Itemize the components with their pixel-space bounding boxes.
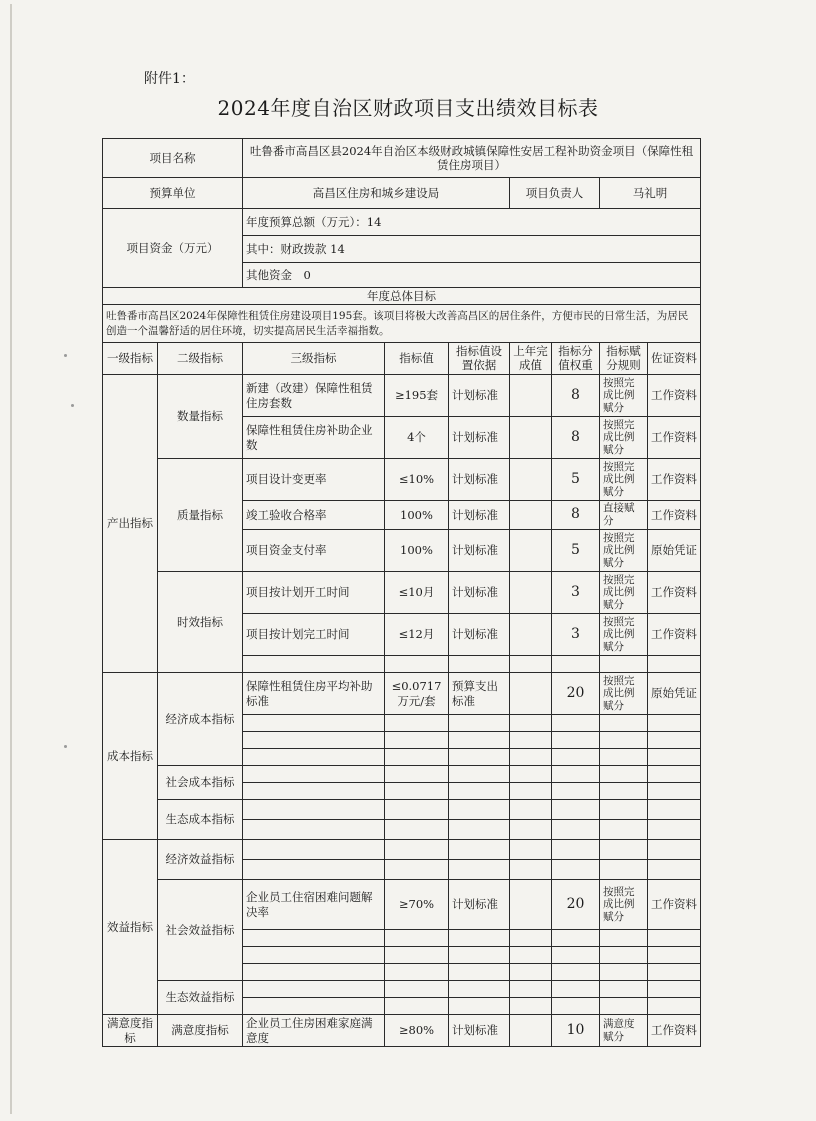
subgroup-quality: 质量指标 <box>158 459 243 572</box>
indicator-value: ≤10% <box>385 459 449 501</box>
indicator-rule: 直接赋分 <box>600 501 648 530</box>
empty-cell <box>510 981 552 998</box>
empty-cell <box>600 930 648 947</box>
empty-cell <box>243 656 385 673</box>
empty-cell <box>552 656 600 673</box>
empty-cell <box>243 783 385 800</box>
indicator-weight: 3 <box>552 572 600 614</box>
indicator-name: 企业员工住宿困难问题解决率 <box>243 880 385 930</box>
indicator-value: 100% <box>385 530 449 572</box>
empty-cell <box>243 800 385 820</box>
project-funds-label: 项目资金（万元） <box>103 209 243 288</box>
empty-cell <box>449 800 510 820</box>
project-leader-value: 马礼明 <box>600 178 701 209</box>
empty-cell <box>552 860 600 880</box>
empty-cell <box>243 766 385 783</box>
empty-cell <box>552 840 600 860</box>
empty-cell <box>385 766 449 783</box>
indicator-rule: 按照完成比例赋分 <box>600 530 648 572</box>
empty-cell <box>552 930 600 947</box>
group-cost: 成本指标 <box>103 673 158 840</box>
indicator-prev <box>510 530 552 572</box>
subgroup-social-benefit: 社会效益指标 <box>158 880 243 981</box>
performance-target-table <box>102 138 701 1047</box>
indicator-weight: 8 <box>552 417 600 459</box>
indicator-name: 项目资金支付率 <box>243 530 385 572</box>
empty-cell <box>243 947 385 964</box>
annual-goal-text: 吐鲁番市高昌区2024年保障性租赁住房建设项目195套。该项目将极大改善高昌区的居住条件，方便市民的日常生活，为居民创造一个温馨舒适的居住环境，切实提高居民生活幸福指数。 <box>103 305 701 343</box>
indicator-evidence: 原始凭证 <box>648 673 701 715</box>
empty-cell <box>385 964 449 981</box>
empty-cell <box>600 860 648 880</box>
project-name-value: 吐鲁番市高昌区县2024年自治区本级财政城镇保障性安居工程补助资金项目（保障性租赁住房项目） <box>243 139 701 178</box>
indicator-prev <box>510 501 552 530</box>
empty-cell <box>449 783 510 800</box>
indicator-prev <box>510 614 552 656</box>
empty-cell <box>552 749 600 766</box>
empty-cell <box>552 766 600 783</box>
empty-cell <box>600 749 648 766</box>
indicator-basis: 计划标准 <box>449 1015 510 1047</box>
indicator-basis: 计划标准 <box>449 417 510 459</box>
empty-cell <box>648 732 701 749</box>
indicator-name: 保障性租赁住房平均补助标准 <box>243 673 385 715</box>
subgroup-econ-benefit: 经济效益指标 <box>158 840 243 880</box>
indicator-value: ≥70% <box>385 880 449 930</box>
empty-cell <box>385 947 449 964</box>
empty-cell <box>510 732 552 749</box>
indicator-rule: 按照完成比例赋分 <box>600 572 648 614</box>
indicator-rule: 按照完成比例赋分 <box>600 375 648 417</box>
empty-cell <box>243 749 385 766</box>
indicator-basis: 计划标准 <box>449 375 510 417</box>
empty-cell <box>600 656 648 673</box>
indicator-evidence: 工作资料 <box>648 375 701 417</box>
empty-cell <box>449 947 510 964</box>
budget-unit-value: 高昌区住房和城乡建设局 <box>243 178 510 209</box>
indicator-evidence: 工作资料 <box>648 501 701 530</box>
empty-cell <box>385 998 449 1015</box>
empty-cell <box>510 964 552 981</box>
indicator-prev <box>510 459 552 501</box>
empty-cell <box>648 930 701 947</box>
empty-cell <box>449 860 510 880</box>
column-header: 指标值设置依据 <box>449 343 510 375</box>
subgroup-satisfaction: 满意度指标 <box>158 1015 243 1047</box>
subgroup-quantity: 数量指标 <box>158 375 243 459</box>
group-output: 产出指标 <box>103 375 158 673</box>
empty-cell <box>648 783 701 800</box>
empty-cell <box>510 947 552 964</box>
empty-cell <box>552 732 600 749</box>
empty-cell <box>600 800 648 820</box>
indicator-weight: 10 <box>552 1015 600 1047</box>
empty-cell <box>243 732 385 749</box>
indicator-name: 项目设计变更率 <box>243 459 385 501</box>
empty-cell <box>385 656 449 673</box>
empty-cell <box>449 820 510 840</box>
scan-speck <box>64 745 67 748</box>
indicator-evidence: 工作资料 <box>648 614 701 656</box>
empty-cell <box>449 930 510 947</box>
empty-cell <box>449 715 510 732</box>
funds-fiscal: 其中：财政拨款 14 <box>243 236 701 263</box>
indicator-basis: 计划标准 <box>449 459 510 501</box>
indicator-basis: 计划标准 <box>449 530 510 572</box>
scan-speck <box>71 404 74 407</box>
empty-cell <box>600 964 648 981</box>
subgroup-social-cost: 社会成本指标 <box>158 766 243 800</box>
indicator-weight: 5 <box>552 459 600 501</box>
empty-cell <box>648 981 701 998</box>
annex-label: 附件1： <box>144 71 195 87</box>
empty-cell <box>552 715 600 732</box>
indicator-name: 项目按计划完工时间 <box>243 614 385 656</box>
indicator-rule: 满意度赋分 <box>600 1015 648 1047</box>
indicator-rule: 按照完成比例赋分 <box>600 459 648 501</box>
subgroup-eco-benefit: 生态效益指标 <box>158 981 243 1015</box>
indicator-rule: 按照完成比例赋分 <box>600 417 648 459</box>
indicator-basis: 计划标准 <box>449 880 510 930</box>
indicator-prev <box>510 375 552 417</box>
empty-cell <box>552 800 600 820</box>
indicator-name: 新建（改建）保障性租赁住房套数 <box>243 375 385 417</box>
scan-speck <box>64 354 67 357</box>
empty-cell <box>510 656 552 673</box>
indicator-prev <box>510 572 552 614</box>
empty-cell <box>243 998 385 1015</box>
subgroup-eco-cost: 生态成本指标 <box>158 800 243 840</box>
indicator-prev <box>510 880 552 930</box>
empty-cell <box>385 715 449 732</box>
empty-cell <box>510 840 552 860</box>
indicator-rule: 按照完成比例赋分 <box>600 673 648 715</box>
empty-cell <box>385 981 449 998</box>
indicator-value: ≤12月 <box>385 614 449 656</box>
empty-cell <box>385 783 449 800</box>
empty-cell <box>449 749 510 766</box>
indicator-evidence: 工作资料 <box>648 880 701 930</box>
indicator-prev <box>510 673 552 715</box>
empty-cell <box>510 749 552 766</box>
empty-cell <box>552 998 600 1015</box>
indicator-evidence: 工作资料 <box>648 459 701 501</box>
empty-cell <box>648 860 701 880</box>
indicator-name: 项目按计划开工时间 <box>243 572 385 614</box>
indicator-value: 4个 <box>385 417 449 459</box>
empty-cell <box>648 800 701 820</box>
empty-cell <box>385 930 449 947</box>
indicator-evidence: 工作资料 <box>648 572 701 614</box>
column-header: 指标值 <box>385 343 449 375</box>
empty-cell <box>243 860 385 880</box>
empty-cell <box>552 947 600 964</box>
empty-cell <box>510 930 552 947</box>
indicator-value: ≥195套 <box>385 375 449 417</box>
empty-cell <box>600 820 648 840</box>
empty-cell <box>552 964 600 981</box>
empty-cell <box>600 766 648 783</box>
empty-cell <box>648 656 701 673</box>
funds-total: 年度预算总额（万元）：14 <box>243 209 701 236</box>
empty-cell <box>600 715 648 732</box>
indicator-basis: 计划标准 <box>449 501 510 530</box>
indicator-weight: 8 <box>552 375 600 417</box>
column-header: 指标赋分规则 <box>600 343 648 375</box>
indicator-name: 保障性租赁住房补助企业数 <box>243 417 385 459</box>
empty-cell <box>648 840 701 860</box>
empty-cell <box>510 800 552 820</box>
indicator-prev <box>510 1015 552 1047</box>
indicator-basis: 预算支出标准 <box>449 673 510 715</box>
empty-cell <box>510 860 552 880</box>
indicator-evidence: 工作资料 <box>648 1015 701 1047</box>
indicator-weight: 8 <box>552 501 600 530</box>
project-leader-label: 项目负责人 <box>510 178 600 209</box>
empty-cell <box>449 656 510 673</box>
column-header: 三级指标 <box>243 343 385 375</box>
empty-cell <box>648 715 701 732</box>
column-header: 一级指标 <box>103 343 158 375</box>
empty-cell <box>552 820 600 840</box>
scan-page-edge <box>10 4 12 1114</box>
empty-cell <box>385 860 449 880</box>
empty-cell <box>648 998 701 1015</box>
empty-cell <box>600 783 648 800</box>
empty-cell <box>385 820 449 840</box>
annual-goal-header: 年度总体目标 <box>103 288 701 305</box>
indicator-name: 企业员工住房困难家庭满意度 <box>243 1015 385 1047</box>
empty-cell <box>648 964 701 981</box>
empty-cell <box>600 840 648 860</box>
empty-cell <box>648 947 701 964</box>
column-header: 二级指标 <box>158 343 243 375</box>
empty-cell <box>385 800 449 820</box>
document-title: 2024年度自治区财政项目支出绩效目标表 <box>217 96 599 120</box>
empty-cell <box>510 766 552 783</box>
indicator-weight: 3 <box>552 614 600 656</box>
empty-cell <box>510 783 552 800</box>
empty-cell <box>449 964 510 981</box>
empty-cell <box>243 981 385 998</box>
empty-cell <box>510 998 552 1015</box>
empty-cell <box>243 930 385 947</box>
empty-cell <box>449 766 510 783</box>
subgroup-econ-cost: 经济成本指标 <box>158 673 243 766</box>
empty-cell <box>648 820 701 840</box>
empty-cell <box>449 840 510 860</box>
indicator-value: ≤0.0717万元/套 <box>385 673 449 715</box>
empty-cell <box>648 766 701 783</box>
group-benefit: 效益指标 <box>103 840 158 1015</box>
empty-cell <box>449 732 510 749</box>
indicator-value: ≥80% <box>385 1015 449 1047</box>
indicator-name: 竣工验收合格率 <box>243 501 385 530</box>
budget-unit-label: 预算单位 <box>103 178 243 209</box>
empty-cell <box>243 820 385 840</box>
empty-cell <box>552 981 600 998</box>
indicator-prev <box>510 417 552 459</box>
empty-cell <box>600 998 648 1015</box>
empty-cell <box>385 840 449 860</box>
empty-cell <box>385 732 449 749</box>
subgroup-timeliness: 时效指标 <box>158 572 243 673</box>
empty-cell <box>243 715 385 732</box>
empty-cell <box>600 732 648 749</box>
indicator-weight: 5 <box>552 530 600 572</box>
empty-cell <box>449 998 510 1015</box>
column-header: 佐证资料 <box>648 343 701 375</box>
funds-other: 其他资金 0 <box>243 263 701 288</box>
indicator-rule: 按照完成比例赋分 <box>600 880 648 930</box>
empty-cell <box>648 749 701 766</box>
indicator-evidence: 工作资料 <box>648 417 701 459</box>
indicator-value: ≤10月 <box>385 572 449 614</box>
empty-cell <box>552 783 600 800</box>
empty-cell <box>243 964 385 981</box>
empty-cell <box>600 981 648 998</box>
empty-cell <box>449 981 510 998</box>
column-header: 指标分值权重 <box>552 343 600 375</box>
empty-cell <box>385 749 449 766</box>
indicator-rule: 按照完成比例赋分 <box>600 614 648 656</box>
indicator-evidence: 原始凭证 <box>648 530 701 572</box>
indicator-basis: 计划标准 <box>449 614 510 656</box>
indicator-value: 100% <box>385 501 449 530</box>
empty-cell <box>510 715 552 732</box>
indicator-basis: 计划标准 <box>449 572 510 614</box>
empty-cell <box>600 947 648 964</box>
empty-cell <box>510 820 552 840</box>
indicator-weight: 20 <box>552 880 600 930</box>
group-satisfaction: 满意度指标 <box>103 1015 158 1047</box>
column-header: 上年完成值 <box>510 343 552 375</box>
project-name-label: 项目名称 <box>103 139 243 178</box>
indicator-weight: 20 <box>552 673 600 715</box>
empty-cell <box>243 840 385 860</box>
